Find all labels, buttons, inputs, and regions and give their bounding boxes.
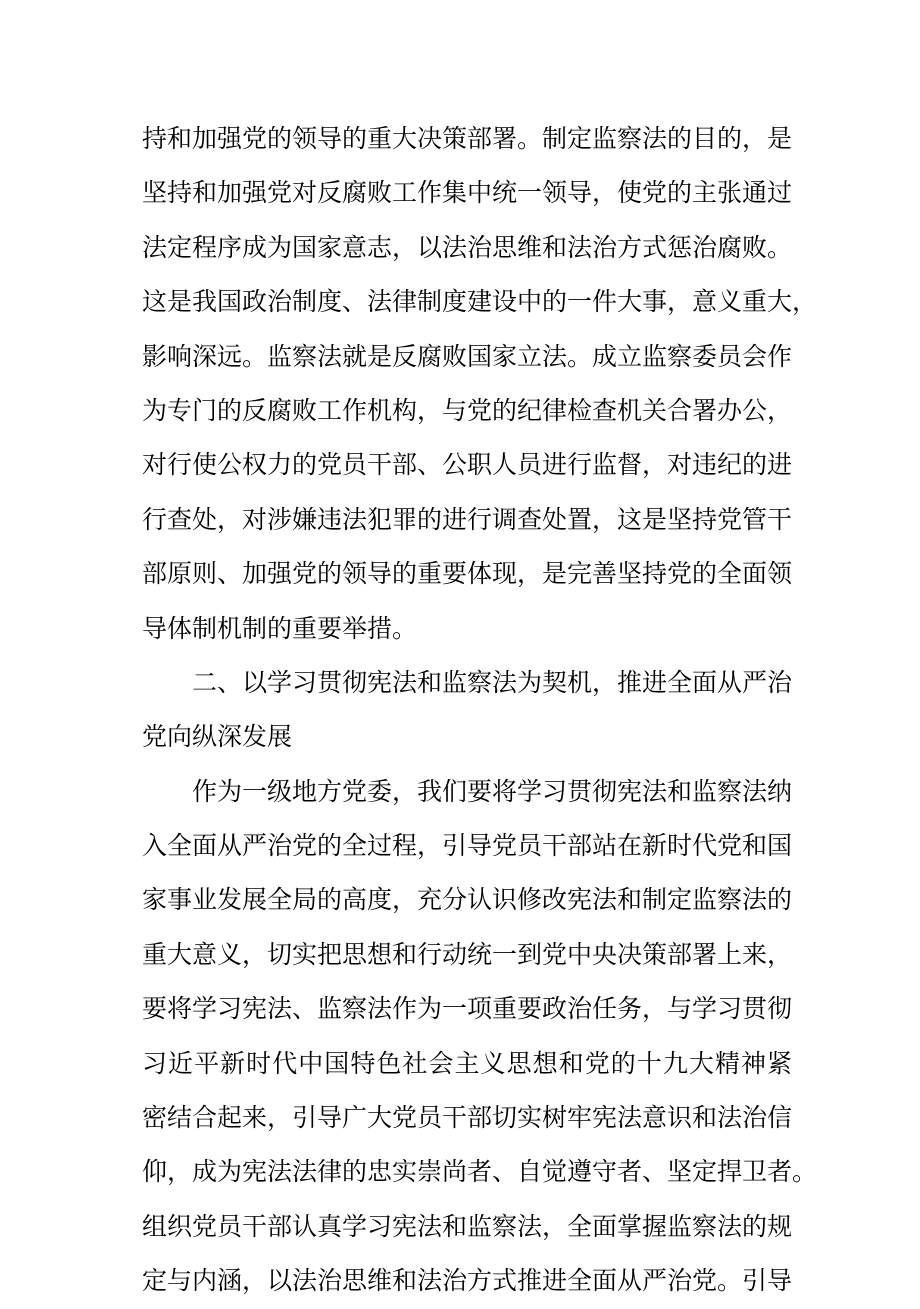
text-line: 导体制机制的重要举措。: [142, 613, 418, 643]
text-line: 仰，成为宪法法律的忠实崇尚者、自觉遵守者、坚定捍卫者。: [142, 1157, 818, 1187]
text-line: 行查处，对涉嫌违法犯罪的进行调查处置，这是坚持党管干: [142, 504, 793, 534]
text-line: 对行使公权力的党员干部、公职人员进行监督，对违纪的进: [142, 450, 793, 480]
text-line: 法定程序成为国家意志，以法治思维和法治方式惩治腐败。: [142, 232, 793, 262]
text-line: 习近平新时代中国特色社会主义思想和党的十九大精神紧: [142, 1048, 792, 1078]
text-line: 作为一级地方党委，我们要将学习贯彻宪法和监察法纳: [192, 776, 793, 806]
text-line: 为专门的反腐败工作机构，与党的纪律检查机关合署办公，: [142, 395, 793, 425]
text-line: 部原则、加强党的领导的重要体现，是完善坚持党的全面领: [142, 559, 793, 589]
text-line: 影响深远。监察法就是反腐败国家立法。成立监察委员会作: [142, 341, 793, 371]
section-heading: 党向纵深发展: [142, 722, 293, 752]
text-line: 定与内涵，以法治思维和法治方式推进全面从严治党。引导: [142, 1266, 793, 1296]
text-line: 坚持和加强党对反腐败工作集中统一领导，使党的主张通过: [142, 178, 793, 208]
text-line: 重大意义，切实把思想和行动统一到党中央决策部署上来，: [142, 939, 793, 969]
body-text: [142, 112, 818, 1309]
text-line: 组织党员干部认真学习宪法和监察法，全面掌握监察法的规: [142, 1211, 793, 1241]
text-line: 持和加强党的领导的重大决策部署。制定监察法的目的，是: [142, 124, 793, 153]
text-line: 入全面从严治党的全过程，引导党员干部站在新时代党和国: [142, 831, 793, 861]
text-line: 这是我国政治制度、法律制度建设中的一件大事，意义重大，: [142, 287, 818, 317]
text-line: 密结合起来，引导广大党员干部切实树牢宪法意识和法治信: [142, 1103, 793, 1133]
text-line: 家事业发展全局的高度，充分认识修改宪法和制定监察法的: [142, 885, 793, 915]
text-line: 要将学习宪法、监察法作为一项重要政治任务，与学习贯彻: [142, 994, 793, 1024]
section-heading: 二、以学习贯彻宪法和监察法为契机，推进全面从严治: [192, 667, 793, 697]
